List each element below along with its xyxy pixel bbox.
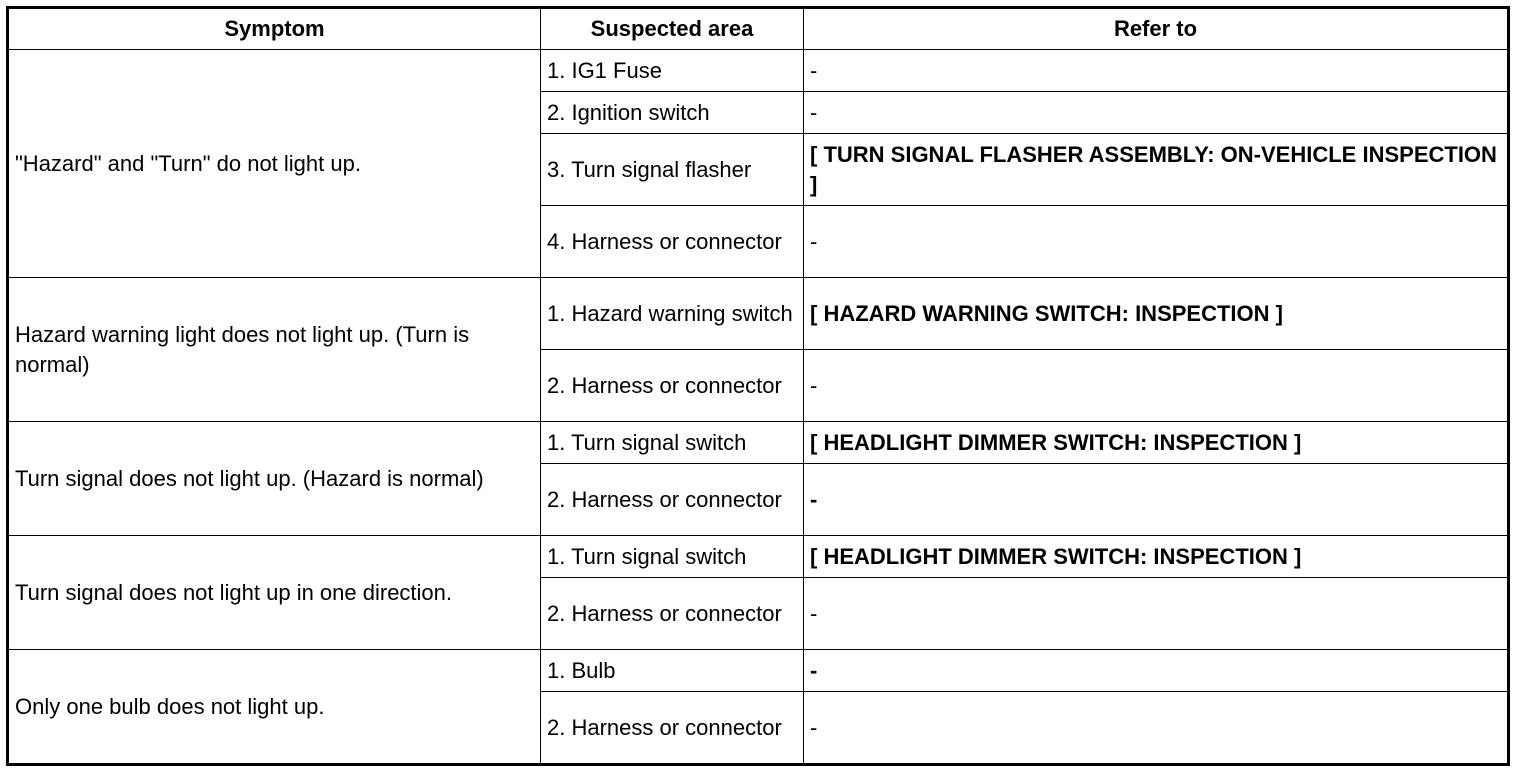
- refer-to-link[interactable]: [ HEADLIGHT DIMMER SWITCH: INSPECTION ]: [804, 536, 1509, 578]
- header-refer-to: Refer to: [804, 8, 1509, 50]
- table-header: [8, 8, 1509, 50]
- refer-to-link[interactable]: [ HEADLIGHT DIMMER SWITCH: INSPECTION ]: [804, 422, 1509, 464]
- suspected-area-cell: 2. Ignition switch: [541, 92, 804, 134]
- suspected-area-cell: 2. Harness or connector: [541, 692, 804, 765]
- table-row: [8, 422, 1509, 464]
- symptom-cell: "Hazard" and "Turn" do not light up.: [8, 50, 541, 278]
- refer-to-cell: -: [804, 650, 1509, 692]
- refer-to-cell: -: [804, 464, 1509, 536]
- symptom-cell: Turn signal does not light up. (Hazard is normal): [8, 422, 541, 536]
- header-suspected-area: Suspected area: [541, 8, 804, 50]
- symptom-cell: Turn signal does not light up in one direction.: [8, 536, 541, 650]
- table-row: [8, 536, 1509, 578]
- table-row: [8, 278, 1509, 350]
- suspected-area-cell: 1. Turn signal switch: [541, 536, 804, 578]
- refer-to-link[interactable]: [ TURN SIGNAL FLASHER ASSEMBLY: ON-VEHICLE INSPECTION ]: [804, 134, 1509, 206]
- suspected-area-cell: 4. Harness or connector: [541, 206, 804, 278]
- refer-to-cell: -: [804, 206, 1509, 278]
- refer-to-cell: -: [804, 692, 1509, 765]
- suspected-area-cell: 3. Turn signal flasher: [541, 134, 804, 206]
- refer-to-cell: -: [804, 578, 1509, 650]
- suspected-area-cell: 1. Hazard warning switch: [541, 278, 804, 350]
- suspected-area-cell: 2. Harness or connector: [541, 350, 804, 422]
- table-body: [8, 50, 1509, 765]
- refer-to-cell: -: [804, 92, 1509, 134]
- suspected-area-cell: 1. IG1 Fuse: [541, 50, 804, 92]
- refer-to-cell: -: [804, 50, 1509, 92]
- diagnosis-table: [6, 6, 1510, 766]
- header-row: [8, 8, 1509, 50]
- suspected-area-cell: 1. Turn signal switch: [541, 422, 804, 464]
- suspected-area-cell: 2. Harness or connector: [541, 464, 804, 536]
- refer-to-cell: -: [804, 350, 1509, 422]
- suspected-area-cell: 2. Harness or connector: [541, 578, 804, 650]
- header-symptom: Symptom: [8, 8, 541, 50]
- symptom-cell: Only one bulb does not light up.: [8, 650, 541, 765]
- symptom-cell: Hazard warning light does not light up. (Turn is normal): [8, 278, 541, 422]
- table-row: [8, 50, 1509, 92]
- suspected-area-cell: 1. Bulb: [541, 650, 804, 692]
- table-row: [8, 650, 1509, 692]
- refer-to-link[interactable]: [ HAZARD WARNING SWITCH: INSPECTION ]: [804, 278, 1509, 350]
